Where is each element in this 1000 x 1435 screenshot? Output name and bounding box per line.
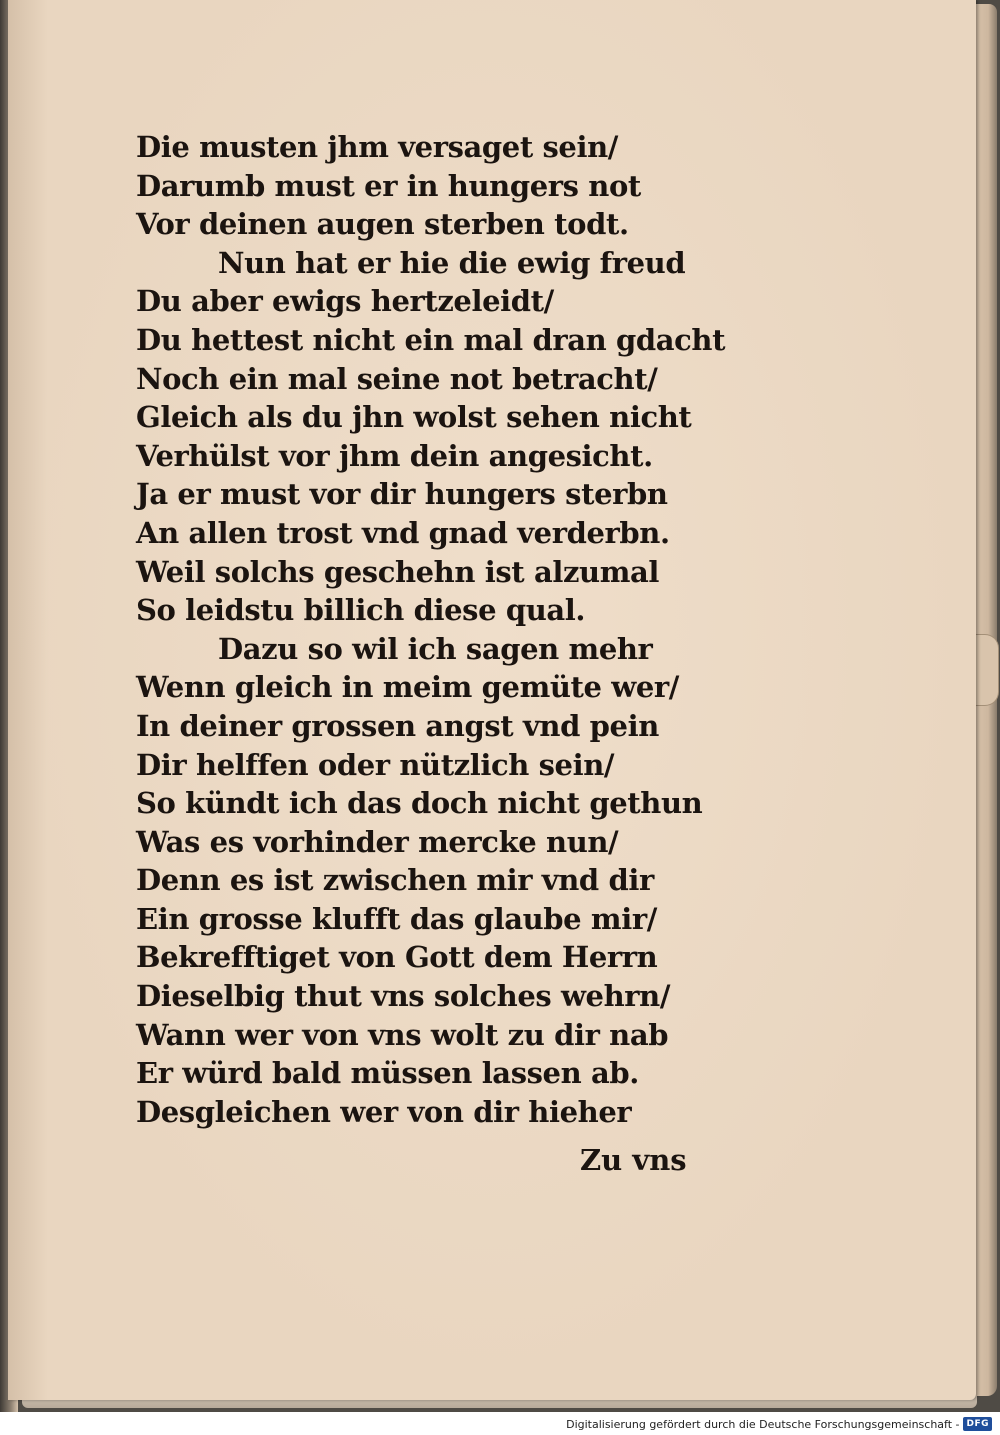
- verse-line: In deiner grossen angst vnd pein: [136, 708, 659, 743]
- verse-line: Verhülst vor jhm dein angesicht.: [136, 438, 653, 473]
- verse-line: Dieselbig thut vns solches wehrn/: [136, 979, 671, 1014]
- footer-credit: [566, 1413, 992, 1435]
- footer-credit-text: Digitalisierung gefördert durch die Deutsche Forschungsgemeinschaft -: [566, 1417, 960, 1431]
- verse-line: Bekrefftiget von Gott dem Herrn: [136, 940, 658, 975]
- verse-line: Die musten jhm versaget sein/: [136, 130, 618, 164]
- catchword: Zu vns: [580, 1143, 687, 1177]
- verse-line: Noch ein mal seine not betracht/: [136, 361, 658, 396]
- verse-text: [136, 128, 736, 1131]
- page-tab-marker: [972, 634, 999, 706]
- verse-line: Was es vorhinder mercke nun/: [136, 824, 619, 859]
- verse-line: Dazu so wil ich sagen mehr: [218, 631, 653, 666]
- verse-line: Ein grosse klufft das glaube mir/: [136, 901, 657, 936]
- verse-line: Nun hat er hie die ewig freud: [218, 245, 686, 280]
- verse-line: So leidstu billich diese qual.: [136, 593, 586, 628]
- verse-line: Vor deinen augen sterben todt.: [136, 207, 629, 242]
- verse-line: So kündt ich das doch nicht gethun: [136, 786, 703, 821]
- verse-line: Dir helffen oder nützlich sein/: [136, 747, 615, 782]
- verse-line: Du hettest nicht ein mal dran gdacht: [136, 322, 726, 357]
- verse-line: Er würd bald müssen lassen ab.: [136, 1056, 639, 1091]
- verse-line: Weil solchs geschehn ist alzumal: [136, 554, 660, 589]
- verse-line: Ja er must vor dir hungers sterbn: [136, 477, 668, 512]
- verse-line: Du aber ewigs hertzeleidt/: [136, 284, 554, 319]
- verse-line: Gleich als du jhn wolst sehen nicht: [136, 400, 692, 435]
- verse-line: Denn es ist zwischen mir vnd dir: [136, 863, 654, 898]
- book-page: [8, 0, 976, 1400]
- verse-line: An allen trost vnd gnad verderbn.: [136, 515, 670, 550]
- dfg-logo: DFG: [963, 1417, 992, 1431]
- verse-line: Wann wer von vns wolt zu dir nab: [136, 1017, 669, 1052]
- verse-line: Darumb must er in hungers not: [136, 168, 641, 203]
- verse-line: Wenn gleich in meim gemüte wer/: [136, 670, 679, 705]
- verse-line: Desgleichen wer von dir hieher: [136, 1094, 632, 1129]
